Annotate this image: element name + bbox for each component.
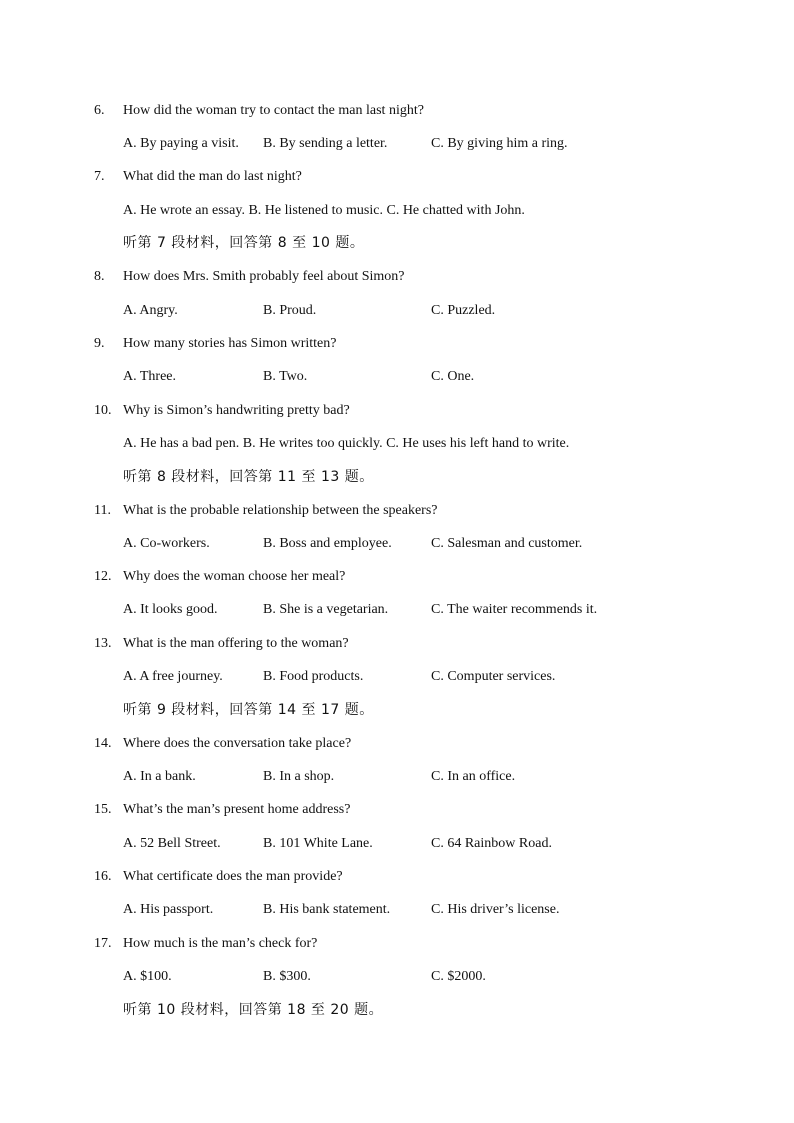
option-b: B. Two. bbox=[263, 369, 308, 384]
option-a: A. $100. bbox=[123, 969, 172, 984]
question-11 bbox=[0, 500, 794, 522]
option-b: B. Boss and employee. bbox=[263, 536, 392, 551]
section-instruction: 听第 10 段材料，回答第 18 至 20 题。 bbox=[123, 1002, 384, 1018]
question-17 bbox=[0, 933, 794, 955]
question-text: How does Mrs. Smith probably feel about Simon? bbox=[123, 269, 405, 284]
question-number: 15. bbox=[94, 802, 112, 817]
option-c: C. $2000. bbox=[431, 969, 486, 984]
option-b: B. In a shop. bbox=[263, 769, 335, 784]
option-b: B. His bank statement. bbox=[263, 902, 391, 917]
question-number: 11. bbox=[94, 503, 111, 518]
question-number: 13. bbox=[94, 636, 112, 651]
question-12 bbox=[0, 566, 794, 588]
question-number: 12. bbox=[94, 569, 112, 584]
option-c: C. 64 Rainbow Road. bbox=[431, 836, 552, 851]
option-b: B. $300. bbox=[263, 969, 311, 984]
question-14 bbox=[0, 733, 794, 755]
question-text: Why is Simon’s handwriting pretty bad? bbox=[123, 403, 350, 418]
question-13 bbox=[0, 633, 794, 655]
section-instruction: 听第 7 段材料，回答第 8 至 10 题。 bbox=[123, 235, 365, 251]
options-line: A. He wrote an essay. B. He listened to music. C. He chatted with John. bbox=[123, 203, 525, 218]
option-a: A. Co-workers. bbox=[123, 536, 210, 551]
option-b: B. 101 White Lane. bbox=[263, 836, 373, 851]
option-a: A. 52 Bell Street. bbox=[123, 836, 221, 851]
options-10 bbox=[0, 433, 794, 455]
question-text: Where does the conversation take place? bbox=[123, 736, 352, 751]
option-a: A. A free journey. bbox=[123, 669, 223, 684]
option-a: A. Angry. bbox=[123, 303, 178, 318]
section-instruction: 听第 8 段材料，回答第 11 至 13 题。 bbox=[123, 469, 374, 485]
question-text: How much is the man’s check for? bbox=[123, 936, 318, 951]
option-c: C. By giving him a ring. bbox=[431, 136, 568, 151]
question-text: What did the man do last night? bbox=[123, 169, 302, 184]
options-14 bbox=[0, 766, 794, 788]
option-c: C. The waiter recommends it. bbox=[431, 602, 598, 617]
question-number: 9. bbox=[94, 336, 105, 351]
option-b: B. She is a vegetarian. bbox=[263, 602, 389, 617]
option-b: B. Proud. bbox=[263, 303, 317, 318]
options-6 bbox=[0, 133, 794, 155]
option-c: C. One. bbox=[431, 369, 475, 384]
section-7-heading bbox=[0, 232, 794, 254]
question-number: 8. bbox=[94, 269, 105, 284]
option-b: B. By sending a letter. bbox=[263, 136, 388, 151]
question-number: 10. bbox=[94, 403, 112, 418]
section-instruction: 听第 9 段材料，回答第 14 至 17 题。 bbox=[123, 702, 374, 718]
question-text: What’s the man’s present home address? bbox=[123, 802, 351, 817]
option-c: C. Puzzled. bbox=[431, 303, 496, 318]
question-9 bbox=[0, 333, 794, 355]
option-c: C. In an office. bbox=[431, 769, 516, 784]
question-number: 16. bbox=[94, 869, 112, 884]
options-8 bbox=[0, 300, 794, 322]
options-13 bbox=[0, 666, 794, 688]
option-a: A. It looks good. bbox=[123, 602, 218, 617]
question-16 bbox=[0, 866, 794, 888]
question-number: 17. bbox=[94, 936, 112, 951]
option-b: B. Food products. bbox=[263, 669, 364, 684]
question-text: How did the woman try to contact the man last night? bbox=[123, 103, 424, 118]
question-7 bbox=[0, 166, 794, 188]
question-8 bbox=[0, 266, 794, 288]
options-15 bbox=[0, 833, 794, 855]
options-17 bbox=[0, 966, 794, 988]
option-c: C. His driver’s license. bbox=[431, 902, 560, 917]
section-9-heading bbox=[0, 699, 794, 721]
options-line: A. He has a bad pen. B. He writes too quickly. C. He uses his left hand to write. bbox=[123, 436, 570, 451]
options-9 bbox=[0, 366, 794, 388]
option-a: A. In a bank. bbox=[123, 769, 196, 784]
option-c: C. Salesman and customer. bbox=[431, 536, 583, 551]
option-a: A. Three. bbox=[123, 369, 176, 384]
section-8-heading bbox=[0, 466, 794, 488]
question-10 bbox=[0, 400, 794, 422]
question-6 bbox=[0, 100, 794, 122]
options-11 bbox=[0, 533, 794, 555]
option-a: A. His passport. bbox=[123, 902, 214, 917]
question-number: 6. bbox=[94, 103, 105, 118]
question-text: Why does the woman choose her meal? bbox=[123, 569, 346, 584]
options-7 bbox=[0, 200, 794, 222]
question-number: 7. bbox=[94, 169, 105, 184]
option-c: C. Computer services. bbox=[431, 669, 556, 684]
options-12 bbox=[0, 599, 794, 621]
question-15 bbox=[0, 799, 794, 821]
question-text: How many stories has Simon written? bbox=[123, 336, 337, 351]
question-text: What certificate does the man provide? bbox=[123, 869, 343, 884]
question-text: What is the probable relationship between the speakers? bbox=[123, 503, 438, 518]
question-text: What is the man offering to the woman? bbox=[123, 636, 349, 651]
section-10-heading bbox=[0, 999, 794, 1021]
options-16 bbox=[0, 899, 794, 921]
option-a: A. By paying a visit. bbox=[123, 136, 239, 151]
question-number: 14. bbox=[94, 736, 112, 751]
